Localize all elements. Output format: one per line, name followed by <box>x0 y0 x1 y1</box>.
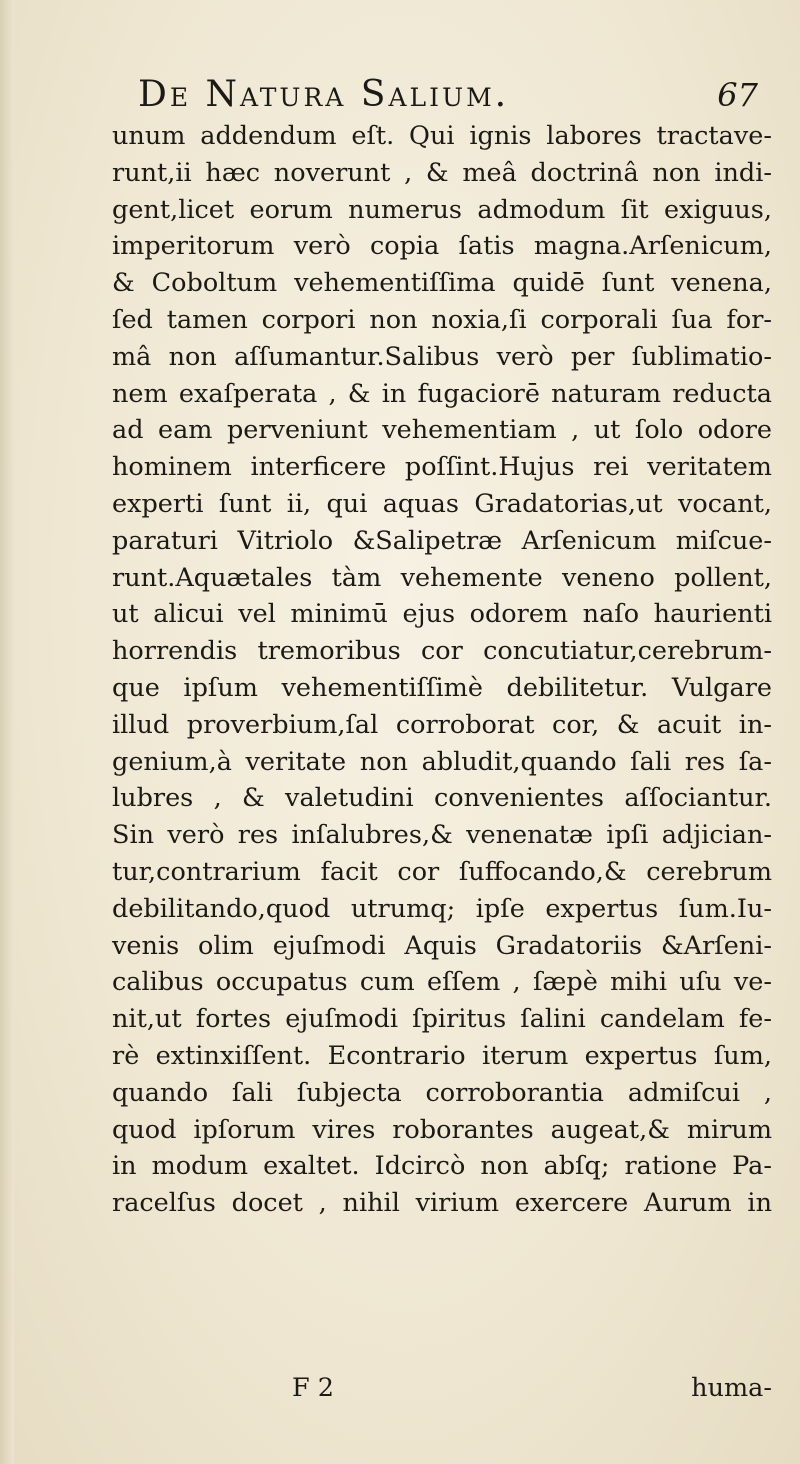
text-line: illud proverbium,ſal corroborat cor, & acuit in- <box>112 709 772 740</box>
main-text-block <box>112 118 772 1222</box>
text-line: unum addendum eſt. Qui ignis labores tractave- <box>112 121 772 151</box>
text-line: nem exaſperata , & in fugaciorē naturam reducta <box>112 378 772 409</box>
text-line: venis olim ejuſmodi Aquis Gradatoriis &Arſeni- <box>112 930 772 961</box>
text-line: hominem interficere poſſint.Hujus rei veritatem <box>112 452 772 483</box>
text-line: que ipſum vehementiſſimè debilitetur. Vulgare <box>112 672 772 703</box>
running-header <box>138 70 758 120</box>
text-line: runt,ii hæc noverunt , & meâ doctrinâ non indi- <box>112 157 772 188</box>
text-line: debilitando,quod utrumq; ipſe expertus ſum.Iu- <box>112 893 772 924</box>
text-line: mâ non aſſumantur.Salibus verò per ſublimatio- <box>112 341 772 372</box>
text-line: lubres , & valetudini convenientes aſſociantur. <box>112 783 772 814</box>
page-number: 67 <box>717 76 758 114</box>
catchword: huma- <box>691 1373 772 1403</box>
text-line: genium,à veritate non abludit,quando ſali res ſa- <box>112 746 772 777</box>
text-line: horrendis tremoribus cor concutiatur,cerebrum- <box>112 636 772 667</box>
text-line: in modum exaltet. Idcircò non abſq; ratione Pa- <box>112 1151 772 1182</box>
text-line: gent,licet eorum numerus admodum ſit exiguus, <box>112 194 772 225</box>
text-line: nit,ut fortes ejuſmodi ſpiritus ſalini candelam fe- <box>112 1004 772 1035</box>
text-line: experti ſunt ii, qui aquas Gradatorias,ut vocant, <box>112 488 772 519</box>
text-line: calibus occupatus cum eſſem , ſæpè mihi uſu ve- <box>112 967 772 998</box>
text-line: imperitorum verò copia ſatis magna.Arſenicum, <box>112 231 772 262</box>
text-line: ad eam perveniunt vehementiam , ut ſolo odore <box>112 415 772 446</box>
text-line: runt.Aquætales tàm vehemente veneno pollent, <box>112 562 772 593</box>
text-line: rè extinxiſſent. Econtrario iterum expertus ſum, <box>112 1040 772 1071</box>
signature-mark: F 2 <box>292 1373 335 1403</box>
text-line: quod ipſorum vires roborantes augeat,& mirum <box>112 1114 772 1145</box>
text-line: ut alicui vel minimū ejus odorem naſo haurienti <box>112 599 772 630</box>
text-line: tur,contrarium facit cor ſuffocando,& cerebrum <box>112 856 772 887</box>
text-line: quando ſali ſubjecta corroborantia admiſcui , <box>112 1077 772 1108</box>
page-gutter-shadow <box>0 0 14 1464</box>
running-title: De Natura Salium. <box>138 74 510 115</box>
text-line: paraturi Vitriolo &Salipetræ Arſenicum miſcue- <box>112 525 772 556</box>
text-line: & Coboltum vehementiſſima quidē ſunt venena, <box>112 268 772 299</box>
text-line: racelſus docet , nihil virium exercere Aurum in <box>112 1188 772 1219</box>
page-footer <box>112 1370 772 1406</box>
text-line: ſed tamen corpori non noxia,ſi corporali ſua for- <box>112 304 772 335</box>
text-line: Sin verò res inſalubres,& venenatæ ipſi adjician- <box>112 820 772 851</box>
